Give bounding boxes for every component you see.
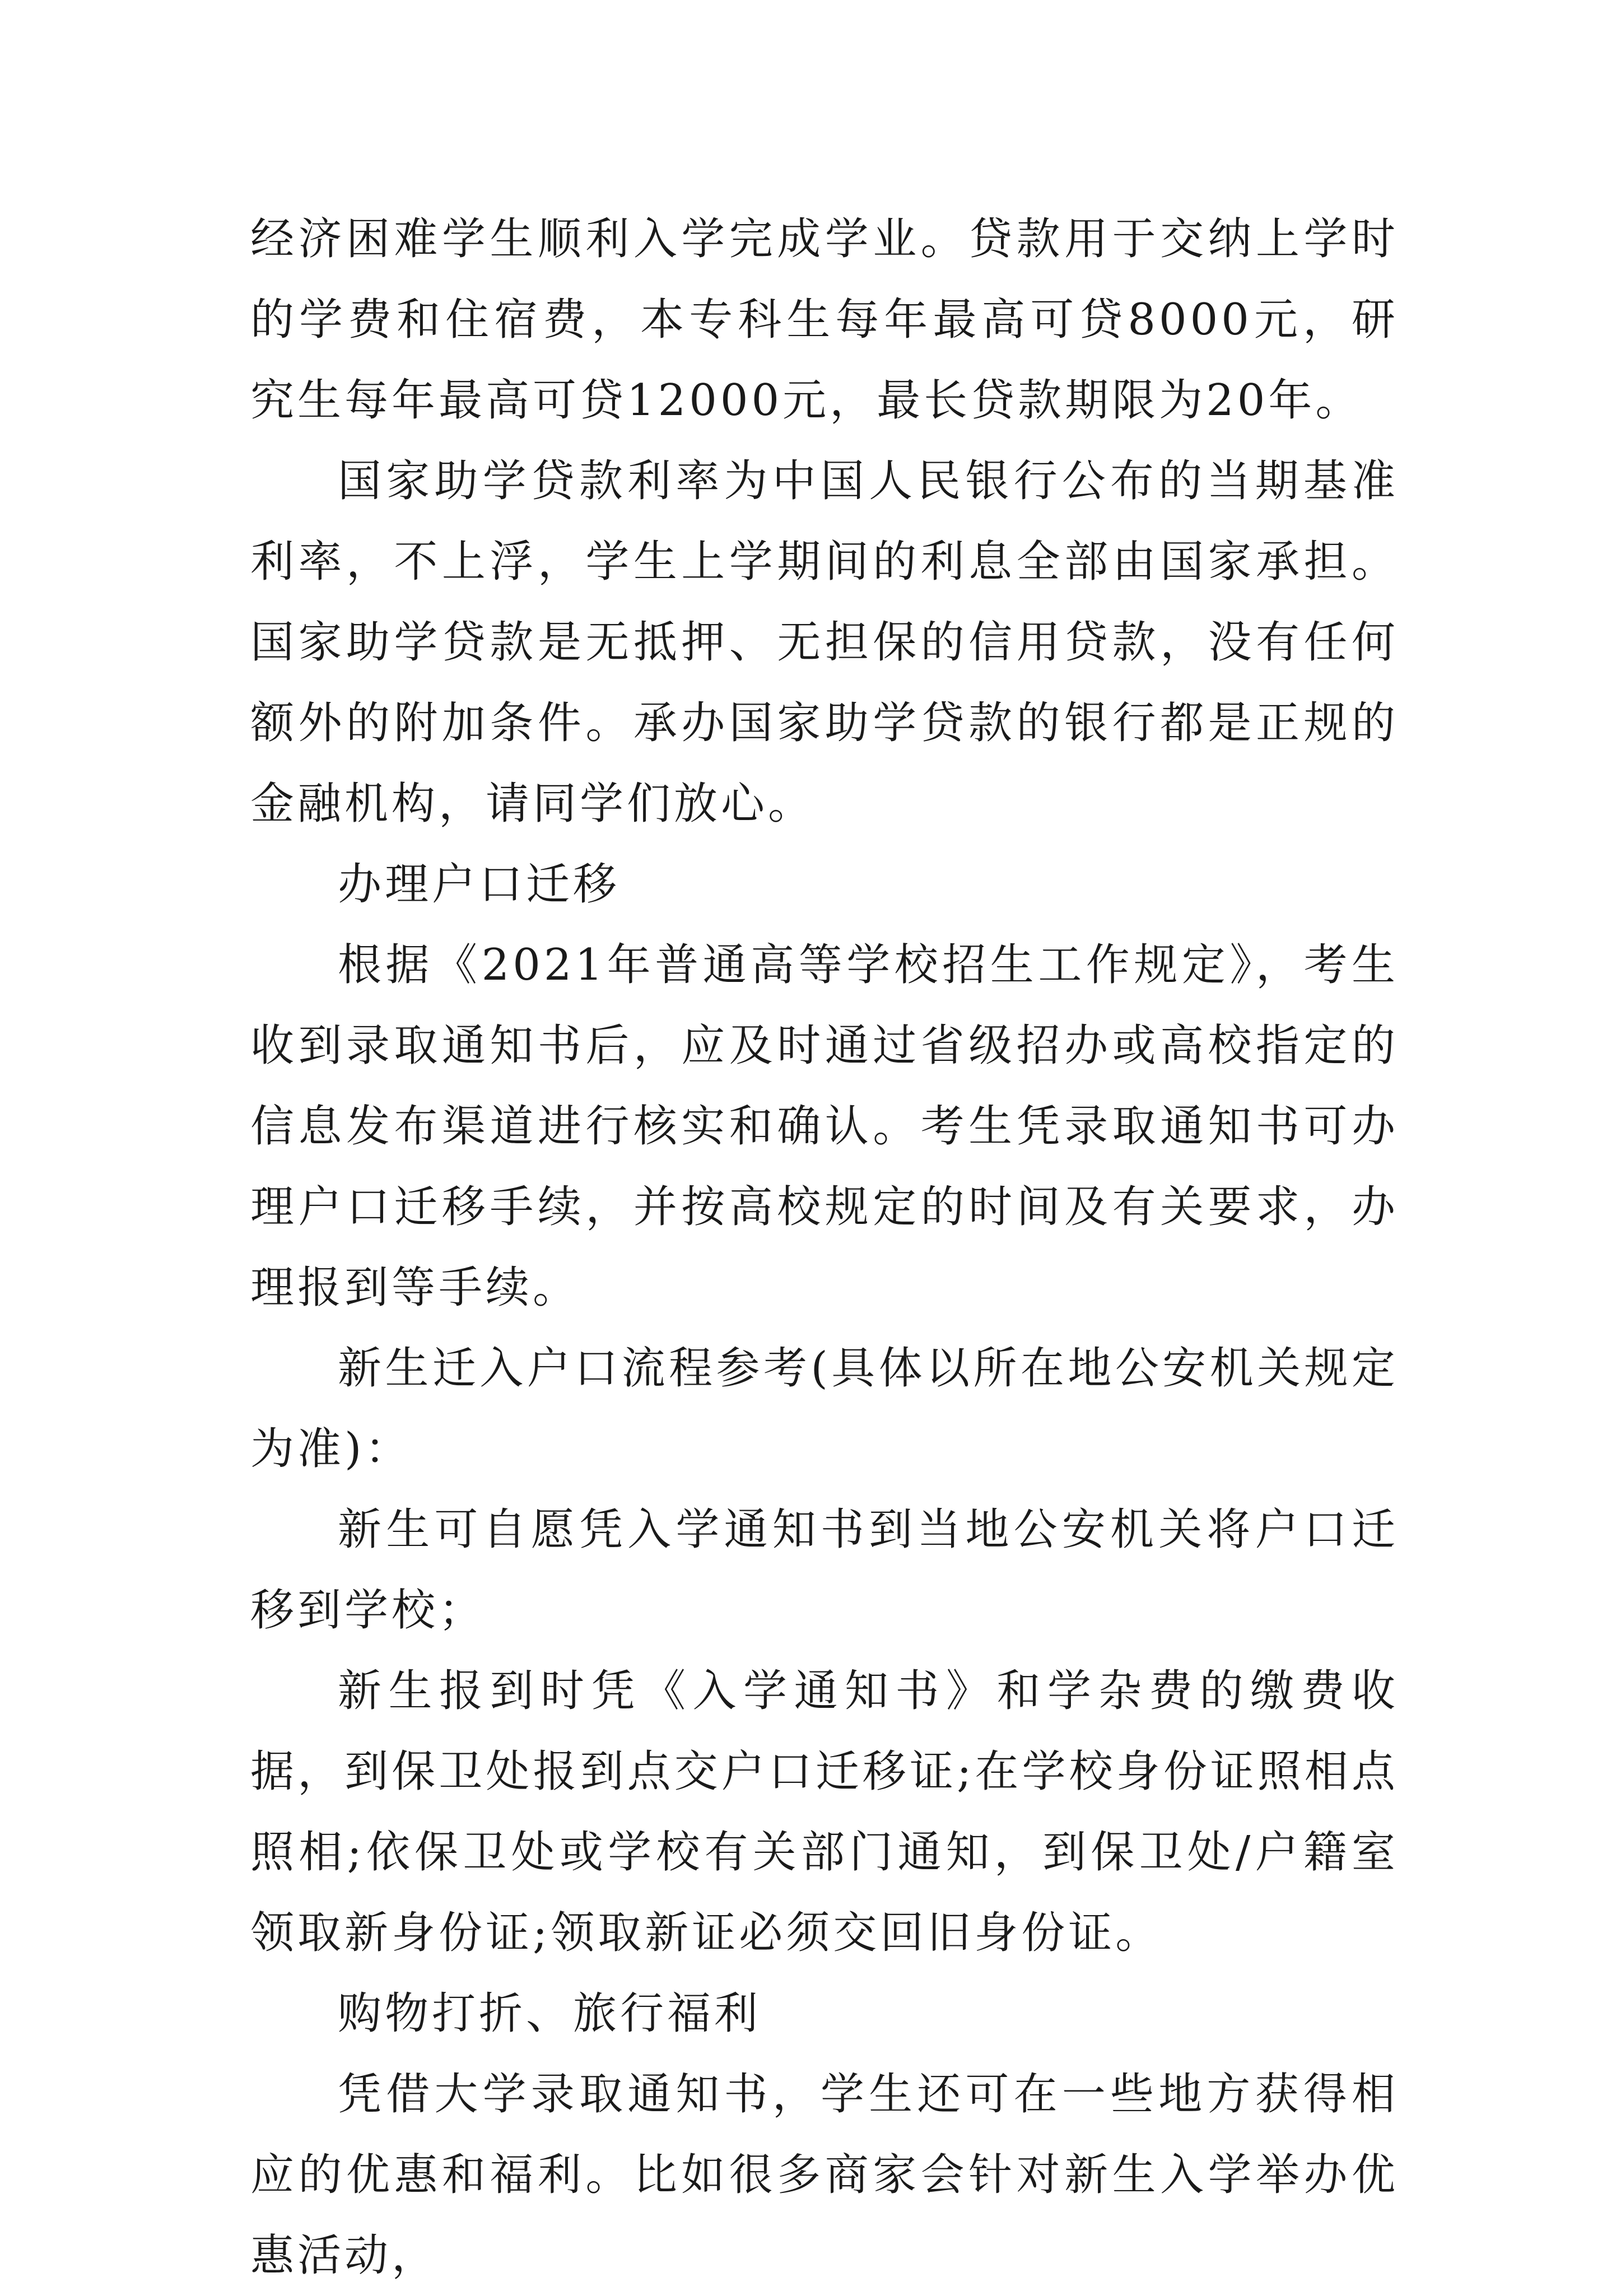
- section-heading-household-transfer: 办理户口迁移: [338, 859, 621, 910]
- paragraph-registration-steps: 新生报到时凭《入学通知书》和学杂费的缴费收据，到保卫处报到点交户口迁移证;在学校身份证照相点照相;依保卫处或学校有关部门通知，到保卫处/户籍室领取新身份证;领取新证必须交回旧身份证。: [250, 1666, 1399, 1958]
- paragraph-admission-regulation: 根据《2021年普通高等学校招生工作规定》，考生收到录取通知书后，应及时通过省级招办或高校指定的信息发布渠道进行核实和确认。考生凭录取通知书可办理户口迁移手续，并按高校规定的时间及有关要求，办理报到等手续。: [250, 940, 1399, 1313]
- paragraph-voluntary-transfer: 新生可自愿凭入学通知书到当地公安机关将户口迁移到学校；: [250, 1505, 1399, 1636]
- paragraph-loan-purpose: 经济困难学生顺利入学完成学业。贷款用于交纳上学时的学费和住宿费，本专科生每年最高可贷8000元，研究生每年最高可贷12000元，最长贷款期限为20年。: [250, 214, 1399, 426]
- section-heading-discounts: 购物打折、旅行福利: [338, 1988, 762, 2039]
- document-body: [250, 199, 1399, 2296]
- paragraph-discount-benefits: 凭借大学录取通知书，学生还可在一些地方获得相应的优惠和福利。比如很多商家会针对新生入学举办优惠活动，: [250, 2069, 1399, 2281]
- paragraph-loan-interest: 国家助学贷款利率为中国人民银行公布的当期基准利率，不上浮，学生上学期间的利息全部由国家承担。国家助学贷款是无抵押、无担保的信用贷款，没有任何额外的附加条件。承办国家助学贷款的银行都是正规的金融机构，请同学们放心。: [250, 456, 1399, 829]
- paragraph-transfer-process-intro: 新生迁入户口流程参考(具体以所在地公安机关规定为准)：: [250, 1343, 1399, 1474]
